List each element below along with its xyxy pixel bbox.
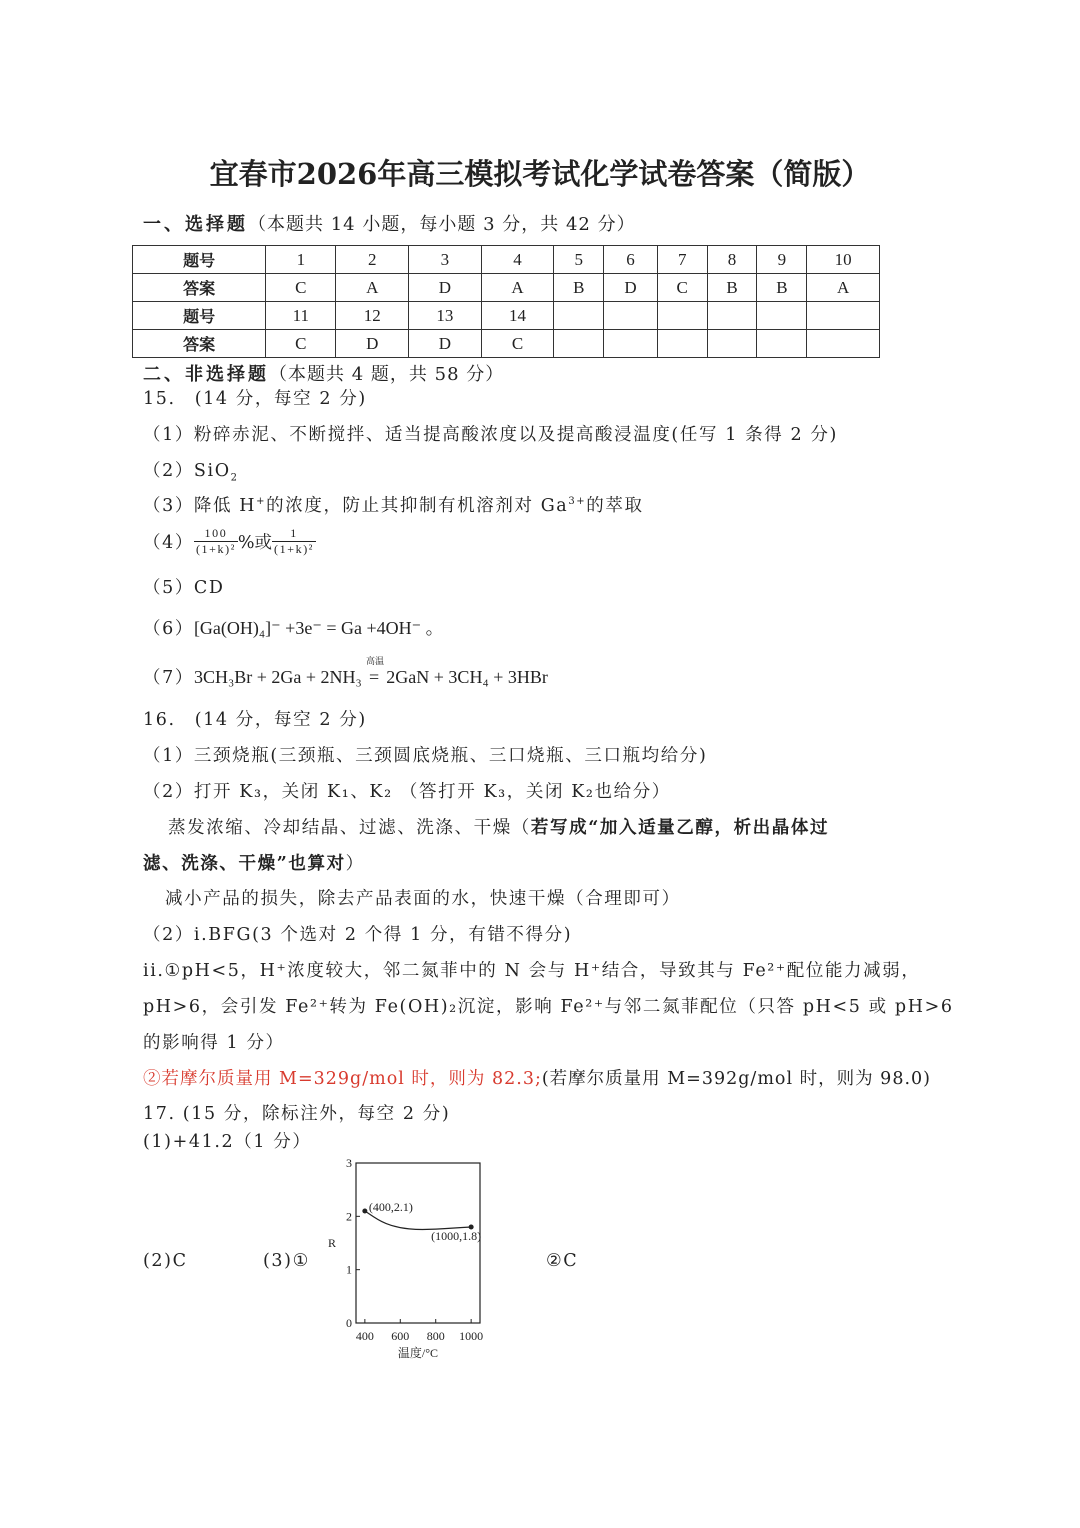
q16-answer-7-red: ②若摩尔质量用 M=329g/mol 时，则为 82.3; (143, 1069, 542, 1089)
q15-answer-4-mid: %或 (237, 533, 273, 553)
table-cell: D (409, 330, 482, 358)
table-cell: B (757, 274, 807, 302)
section-2-note: （本题共 4 题，共 58 分） (269, 364, 505, 385)
table-cell: 5 (554, 246, 604, 274)
q16-answer-7-black: (若摩尔质量用 M=392g/mol 时，则为 98.0) (541, 1069, 931, 1089)
fraction-1-numerator: 100 (194, 526, 238, 542)
q16-answer-5: pH>6，会引发 Fe²⁺转为 Fe(OH)₂沉淀，影响 Fe²⁺与邻二氮菲配位（只答 pH<5 或 pH>6 (143, 997, 954, 1017)
reaction-equals: = (368, 667, 380, 687)
reaction-sign (365, 656, 384, 688)
q16-answer-2c-end: ） (345, 854, 365, 874)
q15-header: 15. (14 分，每空 2 分) (143, 389, 367, 409)
x-tick-label: 600 (391, 1329, 410, 1343)
y-tick-label: 0 (346, 1316, 352, 1330)
q17-answer-3: (3)① (263, 1251, 310, 1271)
table-cell: D (604, 274, 658, 302)
q15-answer-2-text: （2）SiO (143, 461, 231, 481)
q15-answer-2 (143, 457, 239, 484)
table-cell: C (657, 274, 707, 302)
q15-answer-3-part3: 的萃取 (586, 496, 644, 516)
q17-answer-1: (1)+41.2（1 分） (143, 1132, 312, 1152)
q16-answer-2c-bold: 滤、洗涤、干燥”也算对 (143, 854, 346, 874)
q16-answer-6: 的影响得 1 分） (143, 1033, 285, 1053)
x-tick-label: 400 (355, 1329, 374, 1343)
q15-answer-6-equation: [Ga(OH)₄]⁻ +3e⁻ = Ga +4OH⁻ 。 (193, 618, 444, 638)
table-cell (657, 302, 707, 330)
table-cell: 14 (481, 302, 554, 330)
table-cell (604, 302, 658, 330)
q15-answer-3 (143, 492, 644, 517)
table-cell (757, 330, 807, 358)
row-label-number: 题号 (133, 302, 266, 330)
section-1-heading (143, 210, 636, 236)
table-cell (707, 302, 757, 330)
q15-answer-3-sup2: 3+ (568, 496, 587, 508)
temperature-R-chart (320, 1155, 520, 1365)
table-cell (554, 302, 604, 330)
fraction-2-denominator: (1+k)² (274, 542, 315, 556)
q15-answer-7 (143, 656, 548, 689)
table-cell (757, 302, 807, 330)
y-axis-label: R (327, 1236, 337, 1250)
chart-root (328, 1156, 483, 1360)
table-cell: D (409, 274, 482, 302)
section-2-heading (143, 360, 504, 386)
answer-table (132, 245, 880, 358)
table-row-numbers-1 (133, 246, 880, 274)
q15-answer-3-part2: 的浓度，防止其抑制有机溶剂对 Ga (266, 496, 569, 516)
table-row-answers-2 (133, 330, 880, 358)
q15-answer-2-sub: 2 (230, 472, 239, 484)
q15-answer-4 (143, 526, 316, 557)
data-label: (1000,1.8) (431, 1229, 482, 1243)
table-cell: 3 (409, 246, 482, 274)
table-cell (657, 330, 707, 358)
q15-answer-3-sup1: + (256, 496, 267, 508)
q16-answer-2b-text: 蒸发浓缩、冷却结晶、过滤、洗涤、干燥（ (168, 818, 531, 838)
table-cell: C (481, 330, 554, 358)
q16-answer-7 (143, 1065, 931, 1090)
table-cell: C (266, 330, 336, 358)
q16-answer-2b (168, 814, 829, 839)
q15-answer-5: （5）CD (143, 578, 225, 598)
fraction-1 (194, 526, 238, 557)
table-cell (707, 330, 757, 358)
y-tick-label: 2 (346, 1209, 352, 1224)
q16-answer-2c (143, 850, 365, 875)
table-cell: 1 (266, 246, 336, 274)
table-cell: 4 (481, 246, 554, 274)
q16-answer-3: （2）i.BFG(3 个选对 2 个得 1 分，有错不得分) (143, 925, 573, 945)
table-cell: 12 (336, 302, 409, 330)
section-1-label: 一、选择题 (143, 214, 248, 235)
q17-header: 17. (15 分，除标注外，每空 2 分) (143, 1104, 451, 1124)
q17-answer-3b: ②C (546, 1251, 579, 1271)
table-cell: A (336, 274, 409, 302)
fraction-2 (272, 526, 316, 557)
row-label-answer: 答案 (133, 330, 266, 358)
y-tick-label: 1 (346, 1262, 352, 1277)
reaction-condition: 高温 (365, 656, 384, 666)
section-1-note: （本题共 14 小题，每小题 3 分，共 42 分） (248, 214, 636, 235)
x-tick-label: 1000 (459, 1329, 484, 1343)
fraction-2-numerator: 1 (272, 526, 316, 542)
table-cell: A (481, 274, 554, 302)
q16-answer-4: ii.①pH<5，H⁺浓度较大，邻二氮菲中的 N 会与 H⁺结合，导致其与 Fe²⁺配位能力减弱， (143, 961, 921, 981)
table-cell (604, 330, 658, 358)
q15-answer-3-part1: （3）降低 H (143, 496, 257, 516)
q16-answer-1: （1）三颈烧瓶(三颈瓶、三颈圆底烧瓶、三口烧瓶、三口瓶均给分) (143, 746, 708, 766)
table-cell: 10 (807, 246, 880, 274)
data-point (362, 1209, 367, 1214)
q15-answer-4-label: （4） (143, 533, 194, 553)
table-row-numbers-2 (133, 302, 880, 330)
fraction-1-denominator: (1+k)² (195, 542, 236, 556)
table-cell: 2 (336, 246, 409, 274)
table-cell: 7 (657, 246, 707, 274)
q15-answer-7-label: （7） (143, 668, 194, 688)
page-title: 宜春市2026年高三模拟考试化学试卷答案（简版） (209, 157, 871, 191)
table-cell: B (554, 274, 604, 302)
table-cell (554, 330, 604, 358)
data-label: (400,2.1) (368, 1200, 413, 1214)
table-cell: 8 (707, 246, 757, 274)
table-cell: 11 (266, 302, 336, 330)
q16-header: 16. (14 分，每空 2 分) (143, 710, 367, 730)
q16-answer-2: （2）打开 K₃，关闭 K₁、K₂ （答打开 K₃，关闭 K₂也给分） (143, 782, 671, 802)
table-cell (807, 330, 880, 358)
q17-answer-2: (2)C (143, 1251, 188, 1271)
q16-answer-2b-bold: 若写成“加入适量乙醇，析出晶体过 (530, 818, 830, 838)
q15-answer-7-left: 3CH₃Br + 2Ga + 2NH₃ (193, 667, 362, 687)
q15-answer-1: （1）粉碎赤泥、不断搅拌、适当提高酸浓度以及提高酸浸温度(任写 1 条得 2 分) (143, 425, 838, 445)
table-cell: 9 (757, 246, 807, 274)
q16-answer-2d: 减小产品的损失，除去产品表面的水，快速干燥（合理即可） (165, 889, 681, 909)
row-label-number: 题号 (133, 246, 266, 274)
table-cell: 13 (409, 302, 482, 330)
q15-answer-6 (143, 614, 444, 640)
q15-answer-6-label: （6） (143, 619, 194, 639)
plot-frame (356, 1163, 480, 1323)
table-cell: C (266, 274, 336, 302)
x-tick-label: 800 (426, 1329, 445, 1343)
table-cell (807, 302, 880, 330)
table-row-answers-1 (133, 274, 880, 302)
section-2-label: 二、非选择题 (143, 364, 269, 385)
x-axis-label: 温度/°C (397, 1346, 439, 1360)
q15-answer-7-right: 2GaN + 3CH₄ + 3HBr (386, 667, 548, 687)
y-tick-label: 3 (346, 1156, 352, 1170)
table-cell: B (707, 274, 757, 302)
table-cell: 6 (604, 246, 658, 274)
row-label-answer: 答案 (133, 274, 266, 302)
table-cell: D (336, 330, 409, 358)
table-cell: A (807, 274, 880, 302)
